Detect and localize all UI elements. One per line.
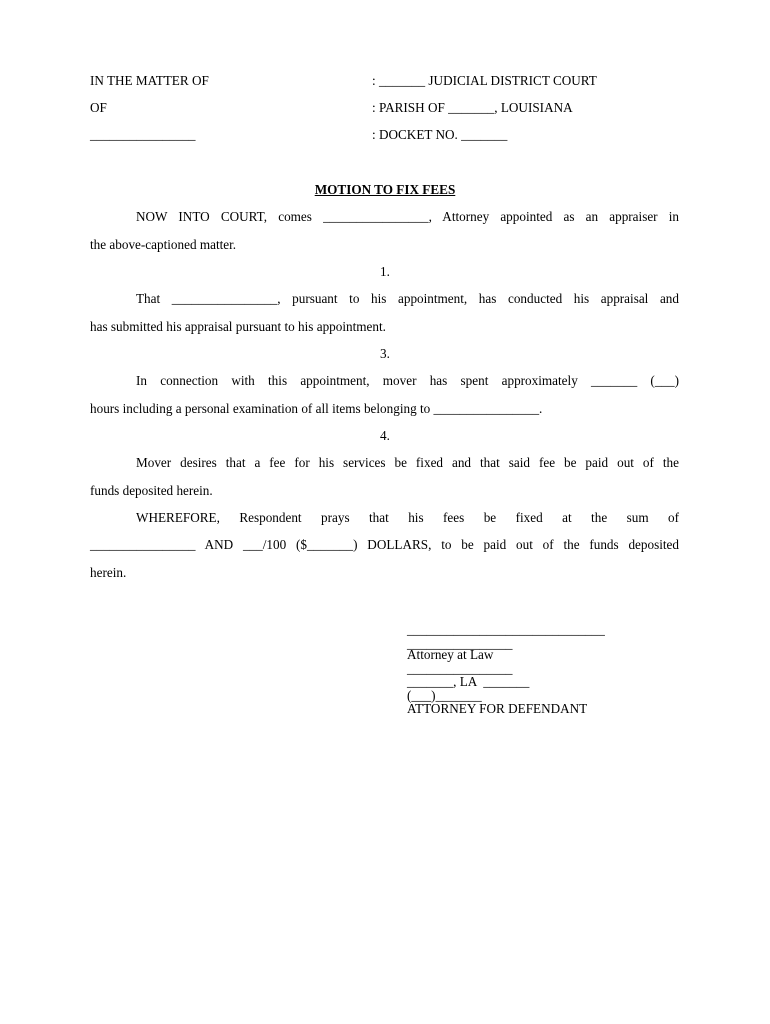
intro-line-2: the above-captioned matter.	[90, 237, 237, 252]
phone-line: (___)_______	[407, 688, 482, 703]
caption-in-the-matter-of: IN THE MATTER OF	[90, 73, 209, 88]
attorney-name-line: ________________	[407, 636, 513, 651]
city-state-line: _______, LA _______	[407, 674, 530, 689]
paragraph-number-1: 1.	[380, 264, 390, 279]
wherefore-line-2: ________________ AND ___/100 ($_______) DOLLARS, to be paid out of the funds deposited	[90, 537, 679, 552]
paragraph-1-line-1: That ________________, pursuant to his appointment, has conducted his appraisal and	[136, 291, 679, 306]
paragraph-3-line-1: In connection with this appointment, mover has spent approximately _______ (___)	[136, 373, 679, 388]
wherefore-line-3: herein.	[90, 565, 127, 580]
paragraph-3-line-2: hours including a personal examination of all items belonging to ________________.	[90, 401, 543, 416]
caption-party-blank: ________________	[90, 127, 196, 142]
attorney-title: Attorney at Law	[407, 647, 494, 662]
paragraph-number-3: 3.	[380, 346, 390, 361]
paragraph-4-line-1: Mover desires that a fee for his services be fixed and that said fee be paid out of the	[136, 455, 679, 470]
address-line: ________________	[407, 661, 513, 676]
wherefore-line-1: WHEREFORE, Respondent prays that his fees be fixed at the sum of	[136, 510, 679, 525]
signature-line: ______________________________	[407, 622, 605, 637]
paragraph-number-4: 4.	[380, 428, 390, 443]
caption-of: OF	[90, 100, 107, 115]
document-title: MOTION TO FIX FEES	[314, 182, 456, 197]
caption-parish: : PARISH OF _______, LOUISIANA	[372, 100, 573, 115]
attorney-role: ATTORNEY FOR DEFENDANT	[407, 701, 588, 716]
paragraph-1-line-2: has submitted his appraisal pursuant to his appointment.	[90, 319, 386, 334]
paragraph-4-line-2: funds deposited herein.	[90, 483, 213, 498]
intro-line-1: NOW INTO COURT, comes ________________, Attorney appointed as an appraiser in	[136, 209, 679, 224]
caption-court: : _______ JUDICIAL DISTRICT COURT	[372, 73, 597, 88]
caption-docket: : DOCKET NO. _______	[372, 127, 508, 142]
